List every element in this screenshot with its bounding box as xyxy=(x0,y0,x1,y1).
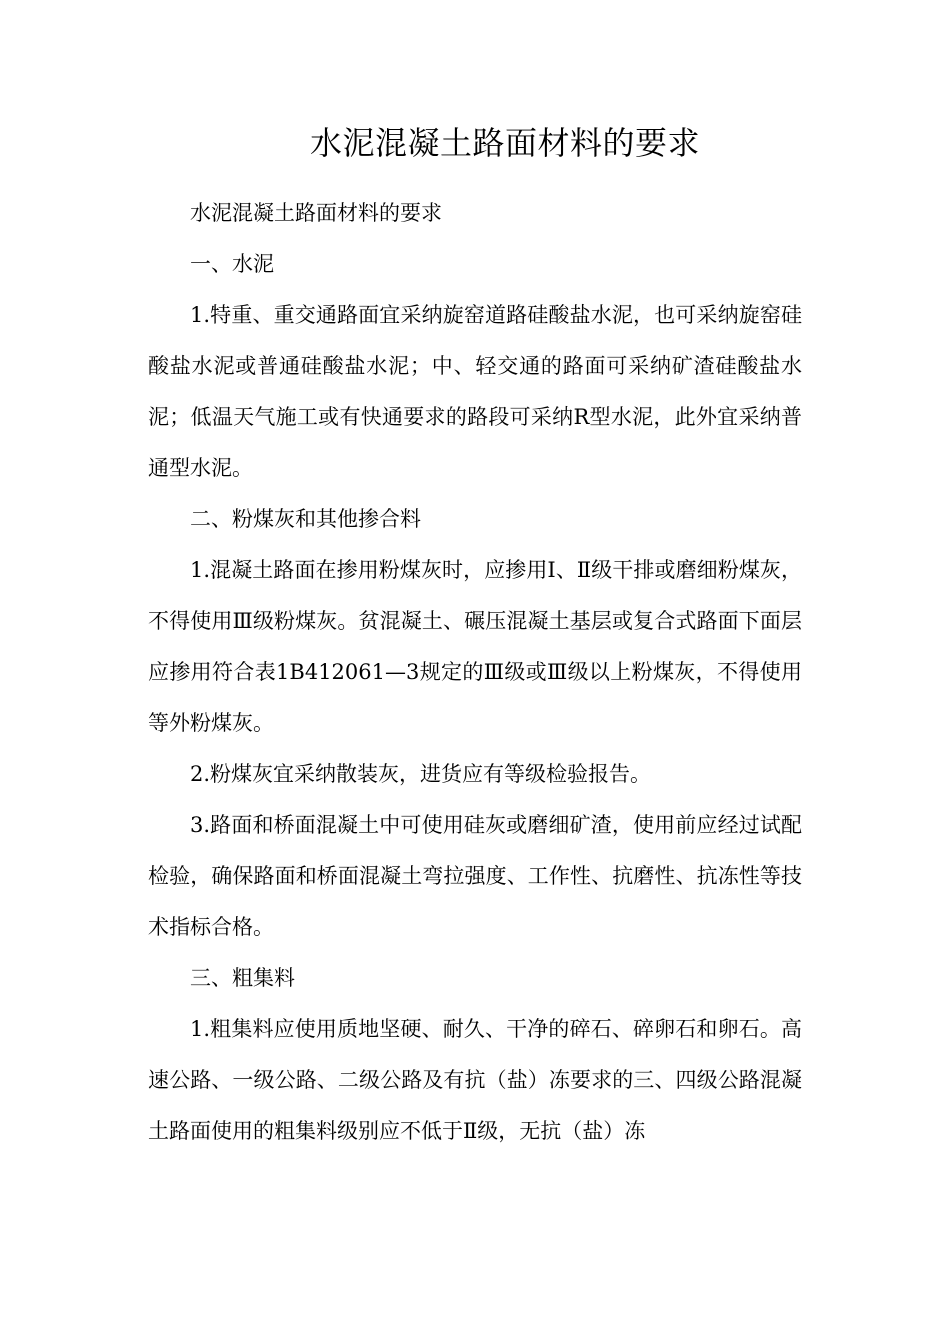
paragraph-subtitle: 水泥混凝土路面材料的要求 xyxy=(190,201,442,225)
section-heading-coarse-aggregate: 三、粗集料 xyxy=(190,966,295,990)
paragraph-fly-ash-1: 1.混凝土路面在掺用粉煤灰时，应掺用I、Ⅱ级干排或磨细粉煤灰，不得使用Ⅲ级粉煤灰。贫混凝土、碾压混凝土基层或复合式路面下面层应掺用符合表1B412061—3规定的Ⅲ级或Ⅲ级以上粉煤灰，不得使用等外粉煤灰。 xyxy=(148,558,802,735)
paragraph-fly-ash-3: 3.路面和桥面混凝土中可使用硅灰或磨细矿渣，使用前应经过试配检验，确保路面和桥面混凝土弯拉强度、工作性、抗磨性、抗冻性等技术指标合格。 xyxy=(148,813,802,939)
section-heading-fly-ash: 二、粉煤灰和其他掺合料 xyxy=(190,507,421,531)
paragraph-coarse-aggregate-1: 1.粗集料应使用质地坚硬、耐久、干净的碎石、碎卵石和卵石。高速公路、一级公路、二级公路及有抗（盐）冻要求的三、四级公路混凝土路面使用的粗集料级别应不低于Ⅱ级，无抗（盐）冻 xyxy=(148,1017,802,1143)
paragraph-cement-1: 1.特重、重交通路面宜采纳旋窑道路硅酸盐水泥，也可采纳旋窑硅酸盐水泥或普通硅酸盐水泥；中、轻交通的路面可采纳矿渣硅酸盐水泥；低温天气施工或有快通要求的路段可采纳R型水泥，此外宜采纳普通型水泥。 xyxy=(148,303,802,480)
section-heading-cement: 一、水泥 xyxy=(190,252,274,276)
paragraph-fly-ash-2: 2.粉煤灰宜采纳散装灰，进货应有等级检验报告。 xyxy=(190,762,652,786)
document-body xyxy=(148,188,802,1157)
document-title: 水泥混凝土路面材料的要求 xyxy=(309,124,700,162)
